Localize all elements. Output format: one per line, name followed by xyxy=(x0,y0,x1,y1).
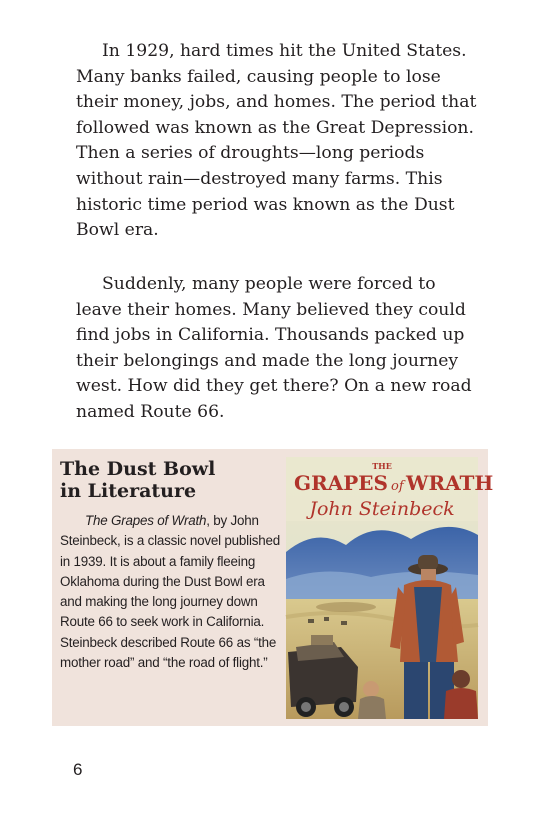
sidebar-title xyxy=(60,458,280,502)
page-number: 6 xyxy=(73,760,83,779)
cover-title-of: of xyxy=(391,479,404,494)
cover-author: John Steinbeck xyxy=(309,498,455,520)
sidebar-title-line-2: in Literature xyxy=(60,480,197,502)
paragraph-1: In 1929, hard times hit the United States. Many banks failed, causing people to lose their money, jobs, and homes. The period that followed was known as the Great Depression. Then a series of droughts—long periods without rain—destroyed many farms. This historic time period was known as the Dust Bowl era. xyxy=(76,41,477,241)
sidebar-body-text: , by John Steinbeck, is a classic novel published in 1939. It is about a family fleeing Oklahoma during the Dust Bowl era and making the long journey down Route 66 to seek work in California. Steinbeck described Route 66 as “the mother road” and “the road of flight.” xyxy=(60,513,280,671)
cover-title-left: GRAPES xyxy=(294,471,388,495)
sidebar-body xyxy=(60,511,286,673)
paragraph-2: Suddenly, many people were forced to leave their homes. Many believed they could find jobs in California. Thousands packed up their belongings and made the long journey west. How did they get there? On a new road named Route 66. xyxy=(76,274,472,422)
sidebar-box xyxy=(52,449,494,726)
book-title: The Grapes of Wrath xyxy=(85,513,207,528)
cover-title-right: WRATH xyxy=(406,471,494,495)
book-cover-image xyxy=(286,457,494,719)
cover-the-text: THE xyxy=(372,461,392,471)
sidebar-title-line-1: The Dust Bowl xyxy=(60,458,216,480)
